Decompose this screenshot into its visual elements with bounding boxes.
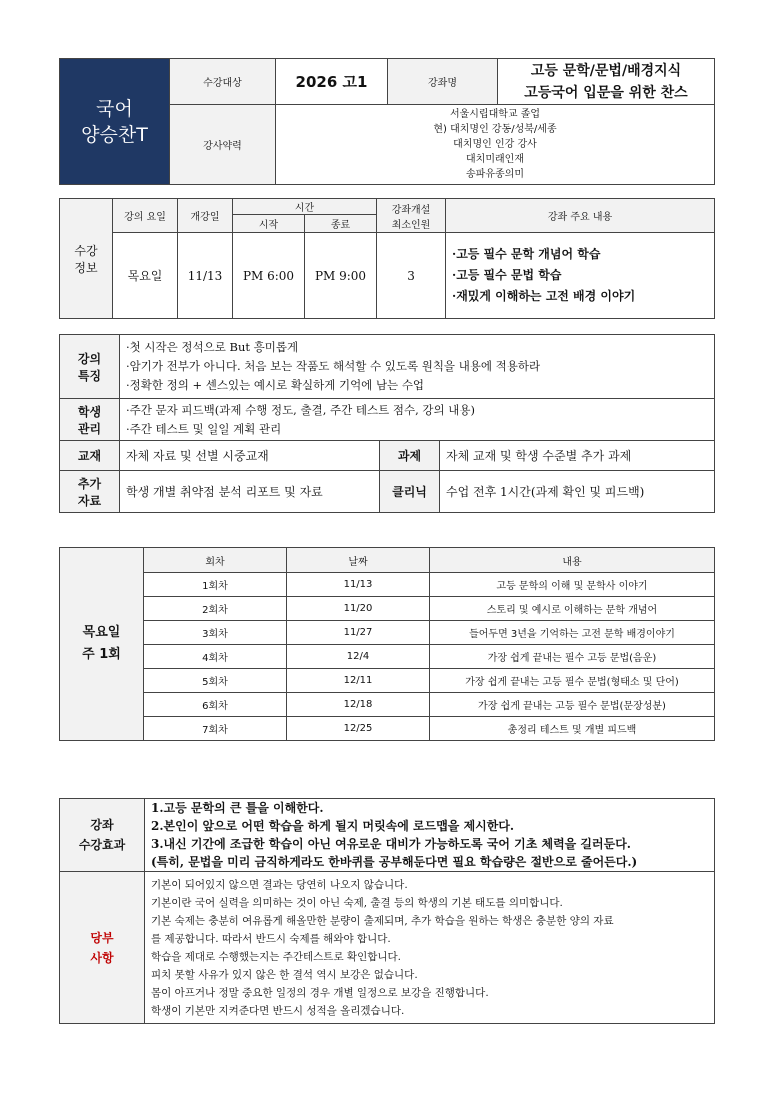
- material-label: 교재: [60, 441, 120, 471]
- col-round: 회차: [144, 548, 287, 573]
- notice-line: 학습을 제대로 수행했는지는 주간테스트로 확인합니다.: [151, 950, 401, 963]
- round-cell: 7회차: [144, 717, 287, 741]
- col-time-start: 시작: [233, 215, 305, 233]
- table-row: [60, 669, 715, 693]
- feature-label-2: 특징: [77, 368, 102, 383]
- target-value: 2026 고1: [276, 59, 388, 105]
- content-line: ·고등 필수 문법 학습: [452, 268, 562, 282]
- course-title-line2: 고등국어 입문을 위한 찬스: [524, 84, 688, 101]
- round-cell: 2회차: [144, 597, 287, 621]
- date-cell: 11/13: [287, 573, 430, 597]
- col-time: 시간: [233, 199, 377, 215]
- extra-label-1: 추가: [77, 476, 102, 491]
- schedule-side-label: [60, 548, 144, 741]
- clinic-value: 수업 전후 1시간(과제 확인 및 피드백): [440, 471, 715, 513]
- info-table: [59, 198, 715, 319]
- subject-teacher-cell: [60, 59, 170, 185]
- notice-line: 기본이 되어있지 않으면 결과는 당연히 나오지 않습니다.: [151, 878, 408, 891]
- table-row: [60, 693, 715, 717]
- manage-line: ·주간 문자 피드백(과제 수행 정도, 출결, 주간 테스트 점수, 강의 내용): [126, 402, 475, 417]
- round-cell: 6회차: [144, 693, 287, 717]
- col-min-people-1: 강좌개설: [391, 204, 431, 216]
- feature-line: ·정확한 정의 + 센스있는 예시로 확실하게 기억에 남는 수업: [126, 378, 425, 392]
- round-cell: 4회차: [144, 645, 287, 669]
- effect-label-1: 강좌: [90, 818, 114, 832]
- career-line: 대치명인 인강 강사: [453, 139, 537, 150]
- notice-label: [60, 872, 145, 1024]
- date-cell: 12/25: [287, 717, 430, 741]
- table-row: [60, 621, 715, 645]
- content-cell: 들어두면 3년을 기억하는 고전 문학 배경이야기: [430, 621, 715, 645]
- header-table: [59, 58, 715, 185]
- manage-lines: [120, 399, 715, 441]
- feature-label: [60, 335, 120, 399]
- col-start: 개강일: [178, 199, 233, 233]
- col-day: 강의 요일: [113, 199, 178, 233]
- extra-label-2: 자료: [77, 493, 102, 508]
- content-cell: 가장 쉽게 끝내는 고등 필수 문법(형태소 및 단어): [430, 669, 715, 693]
- notice-line: 학생이 기본만 지켜준다면 반드시 성적을 올리겠습니다.: [151, 1004, 405, 1017]
- feature-line: ·암기가 전부가 아니다. 처음 보는 작품도 해석할 수 있도록 원칙을 내용에 적용하라: [126, 359, 541, 373]
- content-line: ·재밌게 이해하는 고전 배경 이야기: [452, 289, 636, 303]
- info-section-label-1: 수강: [74, 243, 98, 258]
- col-date: 날짜: [287, 548, 430, 573]
- round-cell: 1회차: [144, 573, 287, 597]
- main-contents: [446, 233, 715, 319]
- effect-line: 1.고등 문학의 큰 틀을 이해한다.: [151, 801, 324, 815]
- date-cell: 12/4: [287, 645, 430, 669]
- material-value: 자체 자료 및 선별 시중교재: [120, 441, 380, 471]
- notice-line: 를 제공합니다. 따라서 반드시 숙제를 해와야 합니다.: [151, 932, 391, 945]
- time-end: PM 9:00: [305, 233, 377, 319]
- career-list: [276, 105, 715, 185]
- effect-label-2: 수강효과: [78, 838, 126, 852]
- notice-line: 피치 못할 사유가 있지 않은 한 결석 역시 보강은 없습니다.: [151, 968, 418, 981]
- notice-label-2: 사항: [90, 950, 114, 965]
- content-cell: 가장 쉽게 끝내는 고등 필수 문법(문장성분): [430, 693, 715, 717]
- content-cell: 스토리 및 예시로 이해하는 문학 개념어: [430, 597, 715, 621]
- col-schedule-content: 내용: [430, 548, 715, 573]
- effect-lines: [145, 799, 715, 872]
- notice-line: 기본 숙제는 충분히 여유롭게 해올만한 분량이 출제되며, 추가 학습을 원하는 학생은 충분한 양의 자료: [151, 914, 614, 927]
- course-label: 강좌명: [388, 59, 498, 105]
- features-table: [59, 334, 715, 513]
- schedule-side-2: 주 1회: [82, 647, 121, 662]
- info-section-label-2: 정보: [74, 260, 98, 275]
- col-content: 강좌 주요 내용: [446, 199, 715, 233]
- course-title-line1: 고등 문학/문법/배경지식: [530, 62, 682, 79]
- extra-label: [60, 471, 120, 513]
- extra-value: 학생 개별 취약점 분석 리포트 및 자료: [120, 471, 380, 513]
- col-min-people-2: 최소인원: [391, 219, 431, 231]
- info-section-label: [60, 199, 113, 319]
- table-row: [60, 573, 715, 597]
- effect-line: 3.내신 기간에 조급한 학습이 아닌 여유로운 대비가 가능하도록 국어 기초 체력을 길러둔다.: [151, 837, 631, 851]
- lecture-day: 목요일: [113, 233, 178, 319]
- date-cell: 12/11: [287, 669, 430, 693]
- teacher-label: 양승찬T: [81, 123, 148, 146]
- manage-label-1: 학생: [77, 404, 102, 419]
- content-cell: 고등 문학의 이해 및 문학사 이야기: [430, 573, 715, 597]
- manage-line: ·주간 테스트 및 일일 계획 관리: [126, 421, 282, 436]
- feature-lines: [120, 335, 715, 399]
- col-time-end: 종료: [305, 215, 377, 233]
- effect-label: [60, 799, 145, 872]
- round-cell: 3회차: [144, 621, 287, 645]
- effect-notice-table: [59, 798, 715, 1024]
- subject-label: 국어: [96, 97, 133, 120]
- start-date: 11/13: [178, 233, 233, 319]
- content-cell: 총정리 테스트 및 개별 피드백: [430, 717, 715, 741]
- effect-line: (특히, 문법을 미리 금직하게라도 한바퀴를 공부해둔다면 필요 학습량은 절반으로 줄어든다.): [151, 855, 638, 869]
- course-title-cell: [498, 59, 715, 105]
- schedule-table: [59, 547, 715, 741]
- content-line: ·고등 필수 문학 개념어 학습: [452, 247, 601, 261]
- career-line: 현) 대치명인 강동/성북/세종: [433, 124, 557, 135]
- homework-label: 과제: [380, 441, 440, 471]
- round-cell: 5회차: [144, 669, 287, 693]
- notice-line: 몸이 아프거나 정말 중요한 일정의 경우 개별 일정으로 보강을 진행합니다.: [151, 986, 489, 999]
- date-cell: 11/20: [287, 597, 430, 621]
- schedule-side-1: 목요일: [82, 625, 121, 640]
- min-people: 3: [377, 233, 446, 319]
- career-line: 대치미래인재: [466, 154, 524, 165]
- date-cell: 11/27: [287, 621, 430, 645]
- notice-lines: [145, 872, 715, 1024]
- col-min-people: [377, 199, 446, 233]
- career-line: 서울시립대학교 졸업: [449, 109, 541, 120]
- date-cell: 12/18: [287, 693, 430, 717]
- homework-value: 자체 교재 및 학생 수준별 추가 과제: [440, 441, 715, 471]
- manage-label: [60, 399, 120, 441]
- notice-line: 기본이란 국어 실력을 의미하는 것이 아닌 숙제, 출결 등의 학생의 기본 태도를 의미합니다.: [151, 896, 563, 909]
- feature-label-1: 강의: [77, 351, 102, 366]
- time-start: PM 6:00: [233, 233, 305, 319]
- target-label: 수강대상: [170, 59, 276, 105]
- table-row: [60, 597, 715, 621]
- career-label: 강사약력: [170, 105, 276, 185]
- feature-line: ·첫 시작은 정석으로 But 흥미롭게: [126, 340, 299, 354]
- manage-label-2: 관리: [77, 421, 102, 436]
- career-line: 송파유종의미: [466, 169, 524, 180]
- effect-line: 2.본인이 앞으로 어떤 학습을 하게 될지 머릿속에 로드맵을 제시한다.: [151, 819, 515, 833]
- table-row: [60, 645, 715, 669]
- content-cell: 가장 쉽게 끝내는 필수 고등 문법(음운): [430, 645, 715, 669]
- table-row: [60, 717, 715, 741]
- clinic-label: 클리닉: [380, 471, 440, 513]
- notice-label-1: 당부: [90, 930, 114, 945]
